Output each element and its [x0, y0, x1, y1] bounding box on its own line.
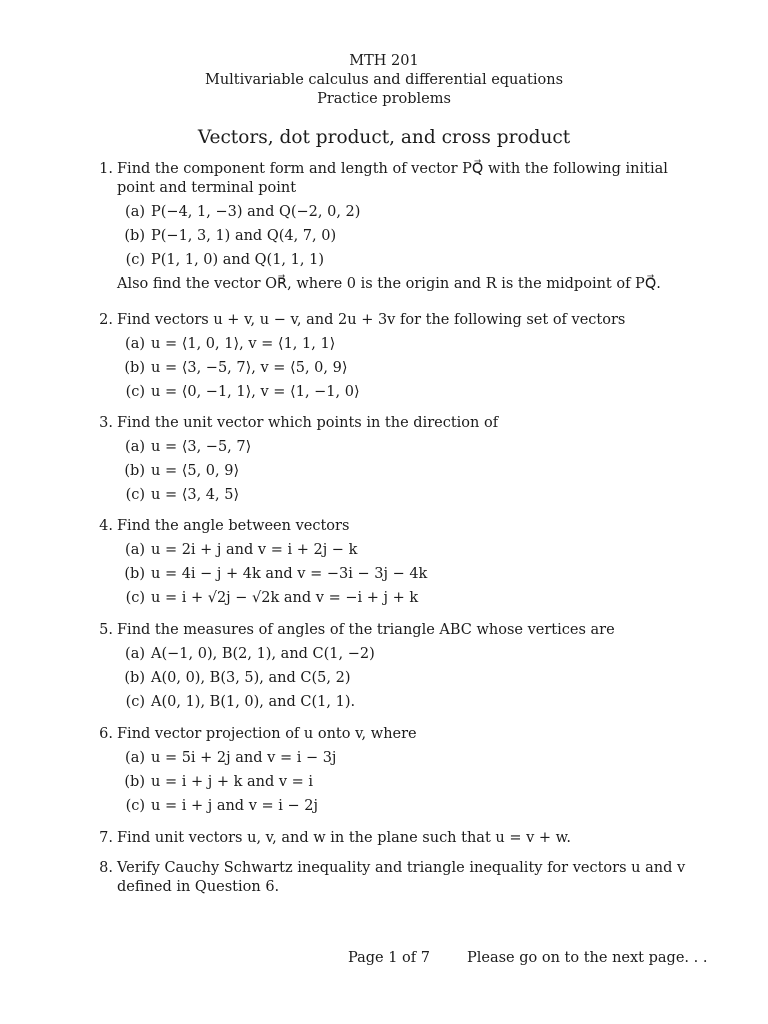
sub-item: (a) u = 5i + 2j and v = i − 3j [125, 750, 337, 766]
sub-items [117, 749, 687, 821]
sub-item: (b) u = 4i − j + 4k and v = −3i − 3j − 4k [124, 566, 428, 582]
question-6 [97, 725, 687, 821]
question-1 [97, 160, 687, 294]
question-3 [97, 414, 687, 510]
course-subject: Multivariable calculus and differential equations [204, 72, 564, 88]
sub-items [117, 645, 687, 717]
question-number: 4. [99, 518, 113, 534]
page-number: Page 1 of 7 [348, 950, 430, 966]
question-7 [97, 829, 687, 848]
sub-item: (b) u = ⟨3, −5, 7⟩, v = ⟨5, 0, 9⟩ [124, 360, 348, 376]
sub-item: (a) u = ⟨1, 0, 1⟩, v = ⟨1, 1, 1⟩ [125, 336, 336, 352]
question-text: Find the angle between vectors [117, 518, 350, 534]
sub-items [117, 541, 687, 613]
question-4 [97, 517, 687, 613]
question-2 [97, 311, 687, 407]
document-type: Practice problems [317, 91, 451, 107]
sub-item: (b) A(0, 0), B(3, 5), and C(5, 2) [124, 670, 351, 686]
sub-item: (c) u = i + j and v = i − 2j [125, 798, 318, 814]
question-number: 8. [99, 860, 113, 876]
sub-item: (c) A(0, 1), B(1, 0), and C(1, 1). [125, 694, 356, 710]
course-code: MTH 201 [349, 53, 419, 69]
question-text: Find the component form and length of vector PQ⃗ with the following initial point and terminal point [117, 161, 668, 196]
sub-item: (b) P(−1, 3, 1) and Q(4, 7, 0) [124, 228, 337, 244]
sub-item: (c) P(1, 1, 0) and Q(1, 1, 1) [125, 252, 324, 268]
question-text: Find unit vectors u, v, and w in the plane such that u = v + w. [117, 830, 571, 846]
sub-items [117, 335, 687, 407]
sub-item: (a) u = 2i + j and v = i + 2j − k [125, 542, 358, 558]
sub-item: (a) A(−1, 0), B(2, 1), and C(1, −2) [125, 646, 375, 662]
question-8 [97, 859, 687, 897]
question-number: 6. [99, 726, 113, 742]
sub-items [117, 438, 687, 510]
sub-items [117, 203, 687, 275]
sub-item: (a) P(−4, 1, −3) and Q(−2, 0, 2) [125, 204, 361, 220]
question-extra: Also find the vector OR⃗, where 0 is the origin and R is the midpoint of PQ⃗. [117, 276, 661, 292]
question-text: Find vectors u + v, u − v, and 2u + 3v for the following set of vectors [117, 312, 626, 328]
sub-item: (c) u = i + √2j − √2k and v = −i + j + k [125, 590, 419, 606]
question-text: Find the unit vector which points in the direction of [117, 415, 499, 431]
continue-note: Please go on to the next page. . . [467, 950, 708, 966]
sub-item: (c) u = ⟨0, −1, 1⟩, v = ⟨1, −1, 0⟩ [125, 384, 360, 400]
section-title: Vectors, dot product, and cross product [197, 127, 571, 148]
question-5 [97, 621, 687, 717]
sub-item: (c) u = ⟨3, 4, 5⟩ [125, 487, 240, 503]
question-number: 1. [99, 161, 113, 177]
question-number: 2. [99, 312, 113, 328]
question-number: 7. [99, 830, 113, 846]
question-text: Find vector projection of u onto v, where [117, 726, 417, 742]
question-number: 3. [99, 415, 113, 431]
sub-item: (b) u = i + j + k and v = i [124, 774, 314, 790]
sub-item: (a) u = ⟨3, −5, 7⟩ [125, 439, 252, 455]
question-text: Verify Cauchy Schwartz inequality and triangle inequality for vectors u and v defined in Question 6. [117, 860, 686, 895]
question-number: 5. [99, 622, 113, 638]
question-text: Find the measures of angles of the triangle ABC whose vertices are [117, 622, 615, 638]
header [0, 52, 768, 109]
sub-item: (b) u = ⟨5, 0, 9⟩ [124, 463, 240, 479]
